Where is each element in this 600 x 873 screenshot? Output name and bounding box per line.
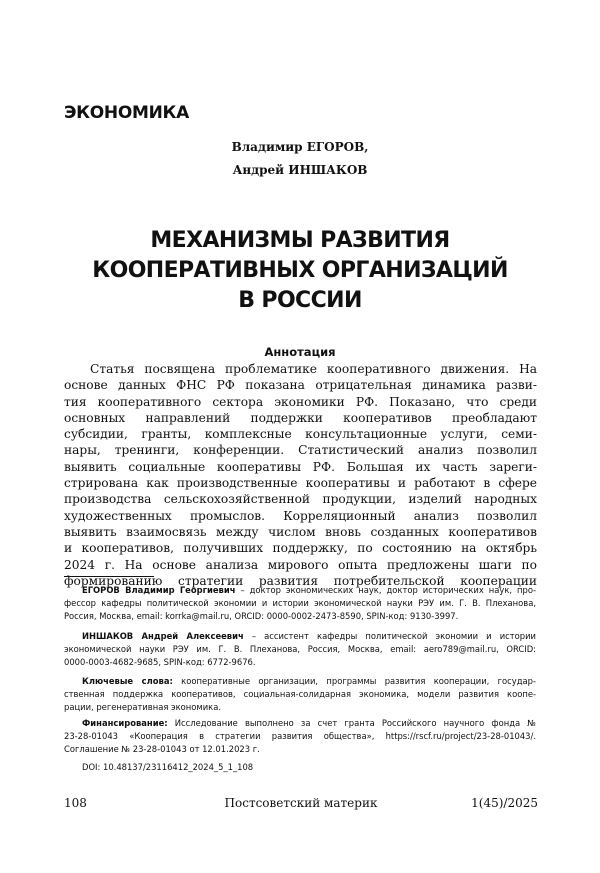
journal-page (0, 0, 600, 873)
abstract-line: основе данных ФНС РФ показана отрицательная динамика разви- (64, 377, 537, 393)
keywords-label: Ключевые слова: (82, 676, 173, 686)
keywords (64, 675, 536, 713)
footnote-line: ЕГОРОВ Владимир Георгиевич – доктор экономических наук, доктор исторических наук, про- (64, 584, 536, 597)
footnote-line: рации, регенеративная экономика. (64, 701, 536, 714)
section-heading: ЭКОНОМИКА (64, 103, 189, 123)
footnote-line: 23-28-01043 «Кооперация в стратегии развития общества», https://rscf.ru/project/23-28-01043/. (64, 730, 536, 743)
abstract-line: выявить взаимосвязь между числом вновь созданных кооперативов (64, 524, 537, 540)
abstract-heading: Аннотация (0, 345, 600, 359)
footnote-line: Ключевые слова: кооперативные организации, программы развития кооперации, государ- (64, 675, 536, 688)
abstract-line: 2024 г. На основе анализа мирового опыта предложены шаги по (64, 557, 537, 573)
article-title-line: КООПЕРАТИВНЫХ ОРГАНИЗАЦИЙ (60, 256, 540, 286)
abstract-line: стрирована как производственные кооперативы и работают в сфере (64, 475, 537, 491)
footnote-line: Россия, Москва, email: korrka@mail.ru, ORCID: 0000-0002-2473-8590, SPIN-код: 9130-3997. (64, 610, 536, 623)
journal-name: Постсоветский материк (64, 796, 538, 810)
footnote-line: 0000-0003-4682-9685, SPIN-код: 6772-9676. (64, 656, 536, 669)
footnote-author-egorov (64, 584, 536, 622)
issue-number: 1(45)/2025 (471, 796, 538, 810)
author-name: Андрей ИНШАКОВ (0, 163, 600, 177)
footnote-line: Финансирование: Исследование выполнено за счет гранта Российского научного фонда № (64, 717, 536, 730)
abstract-line: художественных промыслов. Корреляционный анализ позволил (64, 508, 537, 524)
footnote-line: ственная поддержка кооперативов, социальная-солидарная экономика, модели развития коопе- (64, 688, 536, 701)
footnote-line: экономической науки РЭУ им. Г. В. Плеханова, Россия, Москва, email: aero789@mail.ru, ORCID: (64, 643, 536, 656)
abstract-text (64, 361, 537, 589)
abstract-line: и кооперативов, получивших поддержку, по состоянию на октябрь (64, 540, 537, 556)
abstract-line: производства сельскохозяйственной продукции, изделий народных (64, 491, 537, 507)
footnote-line: Соглашение № 23-28-01043 от 12.01.2023 г. (64, 743, 536, 756)
abstract-line: субсидии, гранты, комплексные консультационные услуги, семи- (64, 426, 537, 442)
footnote-line: ИНШАКОВ Андрей Алексеевич – ассистент кафедры политической экономии и истории (64, 630, 536, 643)
article-title-line: МЕХАНИЗМЫ РАЗВИТИЯ (60, 226, 540, 256)
funding-label: Финансирование: (82, 718, 168, 728)
footnote-divider (64, 576, 154, 577)
footnote-author-inshakov (64, 630, 536, 668)
footnote-author-name: ЕГОРОВ Владимир Георгиевич (82, 585, 235, 595)
article-title (60, 226, 540, 316)
article-title-line: В РОССИИ (60, 286, 540, 316)
page-footer (64, 796, 538, 814)
page-number: 108 (64, 796, 87, 810)
funding (64, 717, 536, 755)
abstract-line: основных направлений поддержки кооперативов преобладают (64, 410, 537, 426)
footnote-line: фессор кафедры политической экономии и истории экономической науки РЭУ им. Г. В. Плеханова, (64, 597, 536, 610)
author-name: Владимир ЕГОРОВ, (0, 140, 600, 154)
footnote-author-name: ИНШАКОВ Андрей Алексеевич (82, 631, 244, 641)
doi: DOI: 10.48137/23116412_2024_5_1_108 (82, 762, 253, 772)
abstract-line: формированию стратегии развития потребительской кооперации (64, 573, 537, 589)
abstract-line: нары, тренинги, конференции. Статистический анализ позволил (64, 442, 537, 458)
abstract-line: выявить социальные кооперативы РФ. Большая их часть зареги- (64, 459, 537, 475)
abstract-line: тия кооперативного сектора экономики РФ. Показано, что среди (64, 394, 537, 410)
abstract-line: Статья посвящена проблематике кооперативного движения. На (64, 361, 537, 377)
